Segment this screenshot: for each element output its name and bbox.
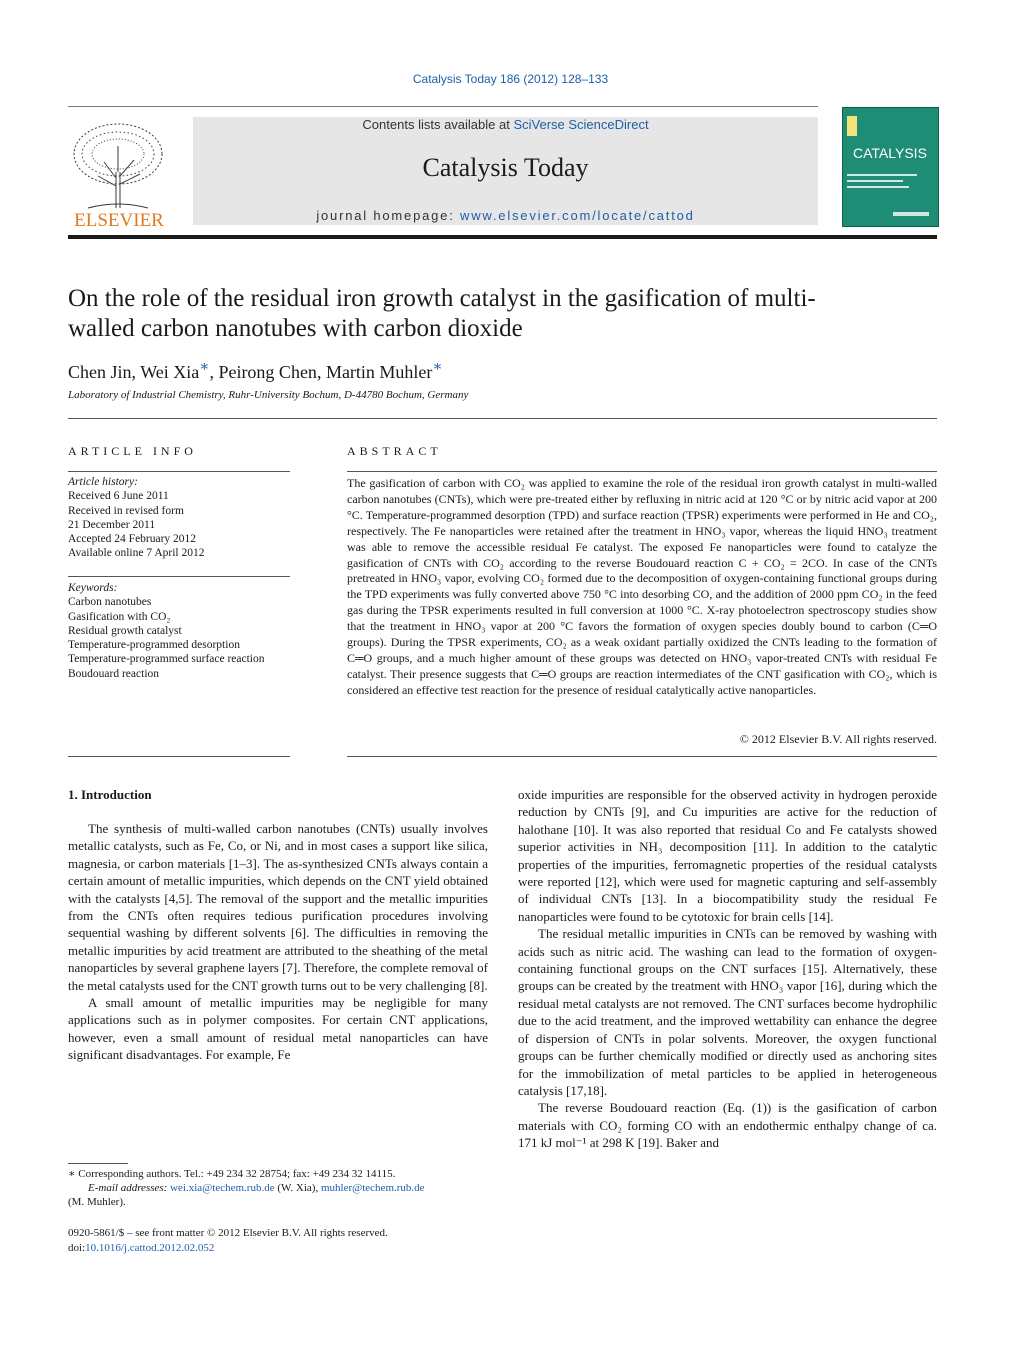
history-item: Available online 7 April 2012 [68,547,205,560]
right-text-column [518,786,937,1152]
footnotes [68,1167,488,1209]
article-info-heading: ARTICLE INFO [68,444,197,458]
email-link-xia[interactable]: wei.xia@techem.rub.de [170,1182,275,1194]
copyright-notice: © 2012 Elsevier B.V. All rights reserved. [739,732,937,746]
keyword-item: Temperature-programmed desorption [68,639,240,652]
history-label: Article history: [68,476,138,488]
doi-line [68,1241,488,1256]
section-divider [68,418,937,419]
journal-cover-thumbnail[interactable] [842,107,939,227]
journal-homepage-line [193,208,818,223]
corresponding-author-mark[interactable]: ∗ [432,359,443,375]
article-info-divider [68,471,290,472]
article-info-divider [68,756,290,757]
body-paragraph: The residual metallic impurities in CNTs can be removed by washing with acids such as nitric acid. The washing can lead to the formation of oxygen-containing functional groups on the CNT surfaces [15]. Alternatively, these groups can be created by the treatment with HNO₃ vapor [16], during which the residual metal catalysts are not removed. The CNT surfaces become hydrophilic due to the acid treatment, and the improved wettability can enhance the degree of dispersion of CNTs in polar solvents. Moreover, the oxygen functional groups can be further chemically modified or directly used as anchoring sites for the immobilization of metal particles to be applied in heterogeneous catalysis [17,18]. [518,926,937,1098]
doi-prefix: doi: [68,1241,86,1254]
history-item: 21 December 2011 [68,518,156,531]
body-paragraph: oxide impurities are responsible for the observed activity in hydrogen peroxide reduction by CNTs [9], and Cu impurities are active for the reduction of halothane [10]. It was also reported that residual Co and Fe catalysts showed superior activities in NH₃ decomposition [11]. In addition to the catalytic properties of the impurities, ferromagnetic properties of the residual catalysts were reported [12], which were used for magnetic capturing and self-assembly of individual CNTs [13]. In a biocompatibility study the residual Fe nanoparticles were found to be cytotoxic for brain cells [14]. [518,787,937,924]
issn-doi-block [68,1226,488,1255]
abstract-text: The gasification of carbon with CO₂ was applied to examine the role of the residual iron growth catalyst in multi-walled carbon nanotubes (CNTs), which were pre-treated either by refluxing in nitric acid at 120 °C or by nitric acid vapor at 200 °C. Temperature-programmed desorption (TPD) and surface reaction (TPSR) experiments were performed in He and CO₂, respectively. The Fe nanoparticles were retained after the treatment in HNO₃ vapor, whereas the liquid HNO₃ treatment was able to remove the accessible residual Fe catalyst. The exposed Fe nanoparticles were found to catalyze the gasification of CNTs with CO₂ according to the reverse Boudouard reaction C + CO₂ = 2CO. In case of the CNTs pretreated in HNO₃ vapor, evolving CO₂ formed due to the decomposition of oxygen-containing functional groups during the TPD experiments was fully converted above 750 °C into desorbing CO, and the addition of 2000 ppm CO₂ in the feed gas during the TPSR experiments resulted in full conversion at 1000 °C. X-ray photoelectron spectroscopy studies show that the treatment in HNO₃ vapor at 200 °C favors the formation of oxygen species doubly bound to carbon (C═O groups). During the TPSR experiments, CO₂ as a weak oxidant partially oxidized the CNTs leading to the formation of C═O groups, and a much higher amount of these groups was detected on HNO₃ vapor-treated CNTs with residual Fe catalyst. Their presence suggests that C═O groups are reaction intermediates of the CNT gasification with CO₂, which is considered an effective test reaction for the presence of residual catalytically active nanoparticles. [347,476,937,697]
publisher-logo-text: ELSEVIER [74,210,164,228]
corresponding-authors-note: ∗ Corresponding authors. Tel.: +49 234 32 28754; fax: +49 234 32 14115. [68,1168,396,1180]
keyword-item: Boudouard reaction [68,667,160,680]
journal-homepage-link[interactable]: www.elsevier.com/locate/cattod [460,208,695,223]
author-name[interactable]: Martin Muhler [325,362,433,382]
email-label: E-mail addresses: [88,1182,171,1194]
doi-link[interactable]: 10.1016/j.cattod.2012.02.052 [85,1241,215,1254]
author-list: Chen Jin, Wei Xia∗, Peirong Chen, Martin Muhler∗ [68,359,443,382]
contents-prefix: Contents lists available at [362,117,514,132]
left-text-column [68,820,488,1064]
history-item: Accepted 24 February 2012 [68,533,197,546]
abstract-heading: ABSTRACT [347,444,442,458]
keyword-item: Residual growth catalyst [68,624,182,637]
journal-banner [193,117,818,225]
header-divider [68,106,818,107]
abstract-divider [347,471,937,472]
email-owner: (M. Muhler). [68,1196,126,1208]
contents-availability-line [193,117,818,132]
section-heading-introduction: 1. Introduction [68,787,152,802]
body-paragraph: A small amount of metallic impurities may be negligible for many applications such as in polymer composites. For certain CNT applications, however, even a small amount of residual metal nanoparticles can have significant disadvantages. For example, Fe [68,995,488,1063]
abstract-divider [347,756,937,757]
keyword-item: Carbon nanotubes [68,596,152,609]
keyword-item: Temperature-programmed surface reaction [68,653,265,666]
header-thick-divider [68,235,937,239]
cover-title: CATALYSIS [853,145,927,161]
article-info-divider [68,576,290,577]
homepage-prefix: journal homepage: [316,208,461,223]
article-history [68,475,290,561]
issn-line: 0920-5861/$ – see front matter © 2012 Elsevier B.V. All rights reserved. [68,1227,388,1239]
article-title: On the role of the residual iron growth catalyst in the gasification of multi-walled carbon nanotubes with carbon dioxide [68,285,816,342]
email-line [68,1181,488,1195]
history-item: Received 6 June 2011 [68,490,169,503]
body-paragraph: The synthesis of multi-walled carbon nanotubes (CNTs) usually involves metallic catalysts, such as Fe, Co, or Ni, and in most cases a support like silica, magnesia, or carbon materials [1–3]. The as-synthesized CNTs always contain a certain amount of metallic impurities, which depends on the CNT yield obtained with the catalysts [4,5]. The removal of the support and the metallic impurities from the CNTs often requires tedious purification procedures involving sequential washing by different solvents [6]. The difficulties in removing the metallic impurities by acid treatment are attributed to the sheathing of the metal nanoparticles by several graphene layers [7]. Therefore, the complete removal of the metal catalysts used for the CNT growth turns out to be very challenging [8]. [68,821,488,993]
elsevier-tree-logo-icon[interactable] [68,116,170,228]
keywords-label: Keywords: [68,582,118,594]
corresponding-author-mark[interactable]: ∗ [199,359,210,375]
email-link-muhler[interactable]: muhler@techem.rub.de [320,1182,425,1194]
keywords-list [68,581,290,681]
author-name[interactable]: Chen Jin [68,362,132,382]
body-paragraph: The reverse Boudouard reaction (Eq. (1)) is the gasification of carbon materials with CO₂ forming CO with an endothermic enthalpy change of ca. 171 kJ mol⁻¹ at 298 K [19]. Baker and [518,1100,937,1151]
affiliation: Laboratory of Industrial Chemistry, Ruhr-University Bochum, D-44780 Bochum, Germany [68,389,469,401]
author-name[interactable]: Wei Xia [140,362,200,382]
email-owner: (W. Xia), [274,1182,321,1194]
history-item: Received in revised form [68,504,184,517]
author-name[interactable]: Peirong Chen [218,362,317,382]
sciencedirect-link[interactable]: SciVerse ScienceDirect [513,117,649,132]
journal-citation[interactable]: Catalysis Today 186 (2012) 128–133 [412,72,609,86]
journal-name[interactable]: Catalysis Today [422,153,589,182]
keyword-item: Gasification with CO₂ [68,610,171,623]
footnote-divider [68,1163,128,1164]
